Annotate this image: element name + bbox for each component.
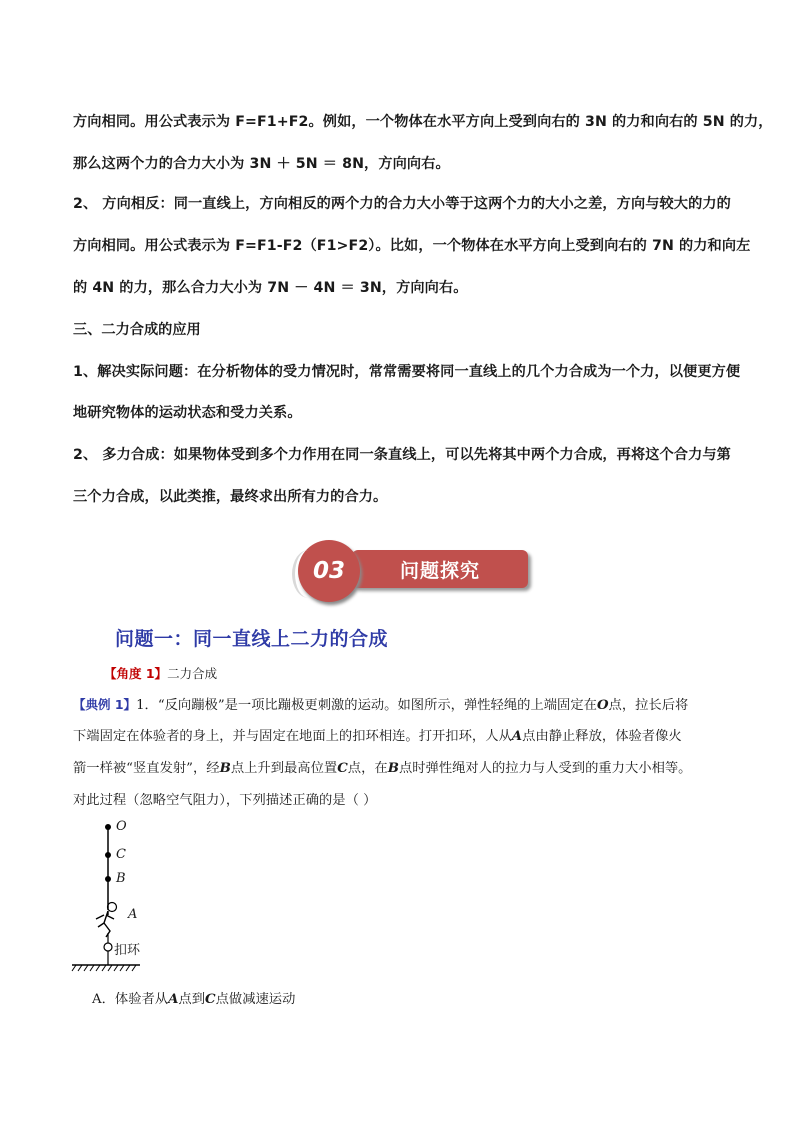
section-line-4: 三个力合成，以此类推，最终求出所有力的合力。 (73, 489, 388, 505)
question-text-3c: 点，在 (347, 761, 388, 776)
question-text-3a: 箭一样被“竖直发射”，经 (73, 761, 220, 776)
option-a-prefix: A．体验者从 (92, 992, 169, 1007)
body-line-2: 那么这两个力的合力大小为 3N ＋ 5N ＝ 8N，方向向右。 (73, 156, 450, 172)
label-o: O (116, 819, 127, 834)
point-a: A (511, 729, 523, 744)
problem-title: 问题一：同一直线上二力的合成 (115, 628, 389, 650)
question-text-3b: 点上升到最高位置 (230, 761, 338, 776)
body-line-4: 方向相同。用公式表示为 F=F1-F2（F1>F2）。比如，一个物体在水平方向上受到向右的 7N 的力和向左 (73, 238, 751, 254)
point-b-2: B (387, 761, 399, 776)
section-line-3: 2、 多力合成：如果物体受到多个力作用在同一条直线上，可以先将其中两个力合成，再将这个合力与第 (73, 447, 731, 463)
angle-tag: 【角度 1】 (104, 666, 168, 681)
label-b: B (116, 871, 126, 886)
question-line-2 (73, 725, 682, 744)
option-a-end: 点做减速运动 (215, 992, 296, 1007)
banner-label: 问题探究 (352, 550, 528, 588)
question-number: 1． (136, 698, 158, 713)
question-text-2-end: 点由静止释放，体验者像火 (522, 729, 682, 744)
body-line-5: 的 4N 的力，那么合力大小为 7N － 4N ＝ 3N，方向向右。 (73, 280, 468, 296)
body-line-1: 方向相同。用公式表示为 F=F1+F2。例如，一个物体在水平方向上受到向右的 3N 的力和向右的 5N 的力， (73, 114, 773, 130)
bungee-diagram (70, 815, 180, 975)
question-text-3d: 点时弹性绳对人的拉力与人受到的重力大小相等。 (398, 761, 692, 776)
section-line-2: 地研究物体的运动状态和受力关系。 (73, 405, 302, 421)
question-text-2: 下端固定在体验者的身上，并与固定在地面上的扣环相连。打开扣环，人从 (73, 729, 512, 744)
label-a: A (128, 907, 138, 922)
question-line-3 (73, 757, 691, 776)
option-a-point-2: C (205, 992, 216, 1007)
question-text-1: “反向蹦极”是一项比蹦极更刺激的运动。如图所示，弹性轻绳的上端固定在 (157, 698, 597, 713)
option-a (92, 988, 295, 1007)
point-c: C (337, 761, 348, 776)
question-tag: 【典例 1】 (73, 697, 137, 712)
point-b: B (219, 761, 231, 776)
angle-label (104, 664, 217, 682)
question-line-4: 对此过程（忽略空气阻力），下列描述正确的是（ ） (73, 793, 377, 808)
body-line-3: 2、 方向相反：同一直线上，方向相反的两个力的合力大小等于这两个力的大小之差，方向与较大的力的 (73, 196, 731, 212)
option-a-point-1: A (168, 992, 179, 1007)
section-heading: 三、二力合成的应用 (73, 322, 201, 338)
angle-text: 二力合成 (167, 666, 218, 681)
section-line-1: 1、解决实际问题：在分析物体的受力情况时，常常需要将同一直线上的几个力合成为一个力，以便更方便 (73, 364, 741, 380)
label-ring: 扣环 (114, 943, 141, 958)
banner-number (298, 540, 360, 602)
question-text-1-end: 点，拉长后将 (608, 698, 689, 713)
question-line-1 (73, 694, 688, 713)
label-c: C (116, 847, 126, 862)
option-a-mid: 点到 (178, 992, 206, 1007)
section-banner (282, 538, 542, 604)
banner-number-text: 03 (312, 558, 345, 584)
point-o: O (596, 698, 609, 713)
